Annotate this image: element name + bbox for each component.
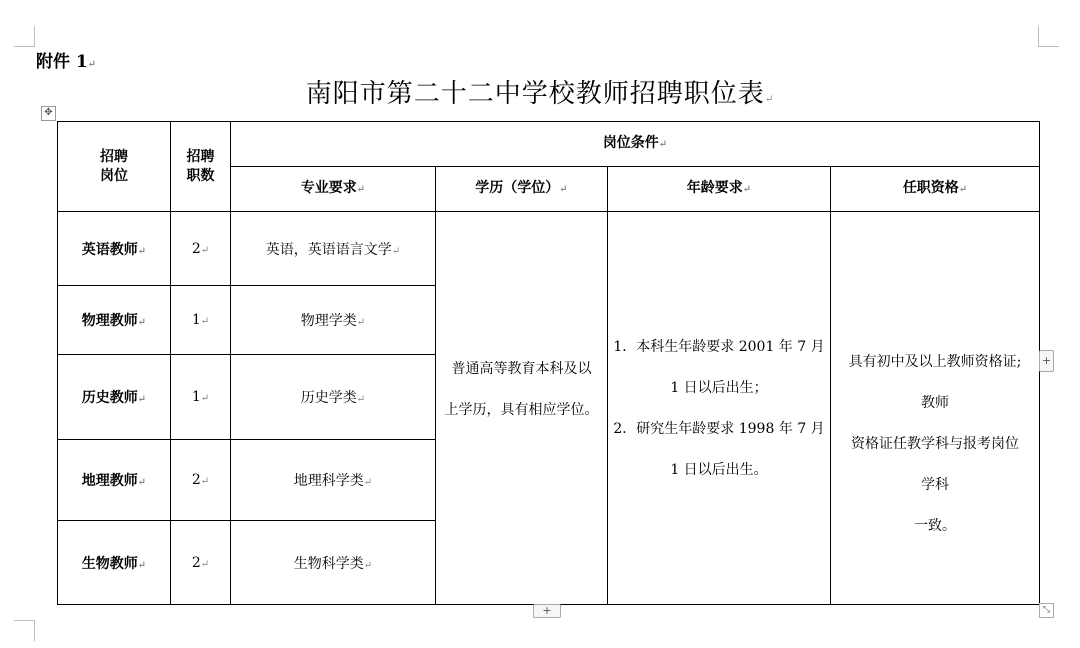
position-cell: 历史教师↵ <box>58 355 171 440</box>
position-cell: 生物教师↵ <box>58 521 171 605</box>
major-cell: 英语，英语语言文学↵ <box>231 212 436 286</box>
header-position: 招聘岗位 <box>58 122 171 212</box>
count-cell: 1↵ <box>171 286 231 355</box>
header-major: 专业要求↵ <box>231 167 436 212</box>
major-cell: 生物科学类↵ <box>231 521 436 605</box>
recruitment-table <box>57 121 1040 605</box>
table-row <box>58 212 1040 286</box>
add-column-button[interactable]: + <box>1039 350 1054 372</box>
count-cell: 2↵ <box>171 440 231 521</box>
crop-mark-top-left <box>14 26 35 47</box>
position-cell: 地理教师↵ <box>58 440 171 521</box>
header-qualification: 任职资格↵ <box>831 167 1040 212</box>
header-education: 学历（学位）↵ <box>436 167 608 212</box>
table-resize-handle-icon[interactable]: ⤡ <box>1039 603 1054 618</box>
add-row-button[interactable]: + <box>533 604 561 618</box>
crop-mark-bottom-left <box>14 620 35 641</box>
header-age: 年龄要求↵ <box>608 167 831 212</box>
header-conditions: 岗位条件↵ <box>231 122 1040 167</box>
major-cell: 物理学类↵ <box>231 286 436 355</box>
table-move-handle-icon[interactable]: ✥ <box>41 106 56 121</box>
table-header-row <box>58 122 1040 167</box>
count-cell: 2↵ <box>171 521 231 605</box>
header-count: 招聘职数 <box>171 122 231 212</box>
attachment-label: 附件 1↵ <box>36 52 97 72</box>
position-cell: 英语教师↵ <box>58 212 171 286</box>
crop-mark-top-right <box>1038 26 1059 47</box>
count-cell: 1↵ <box>171 355 231 440</box>
qualification-cell: 具有初中及以上教师资格证; 教师 资格证任教学科与报考岗位 学科 一致。 <box>831 212 1040 605</box>
education-cell: 普通高等教育本科及以 上学历，具有相应学位。 <box>436 212 608 605</box>
page-title: 南阳市第二十二中学校教师招聘职位表↵ <box>305 79 775 109</box>
position-cell: 物理教师↵ <box>58 286 171 355</box>
major-cell: 地理科学类↵ <box>231 440 436 521</box>
age-cell: 1．本科生年龄要求 2001 年 7 月 1 日以后出生； 2．研究生年龄要求 1998 年 7 月 1 日以后出生。 <box>608 212 831 605</box>
major-cell: 历史学类↵ <box>231 355 436 440</box>
count-cell: 2↵ <box>171 212 231 286</box>
